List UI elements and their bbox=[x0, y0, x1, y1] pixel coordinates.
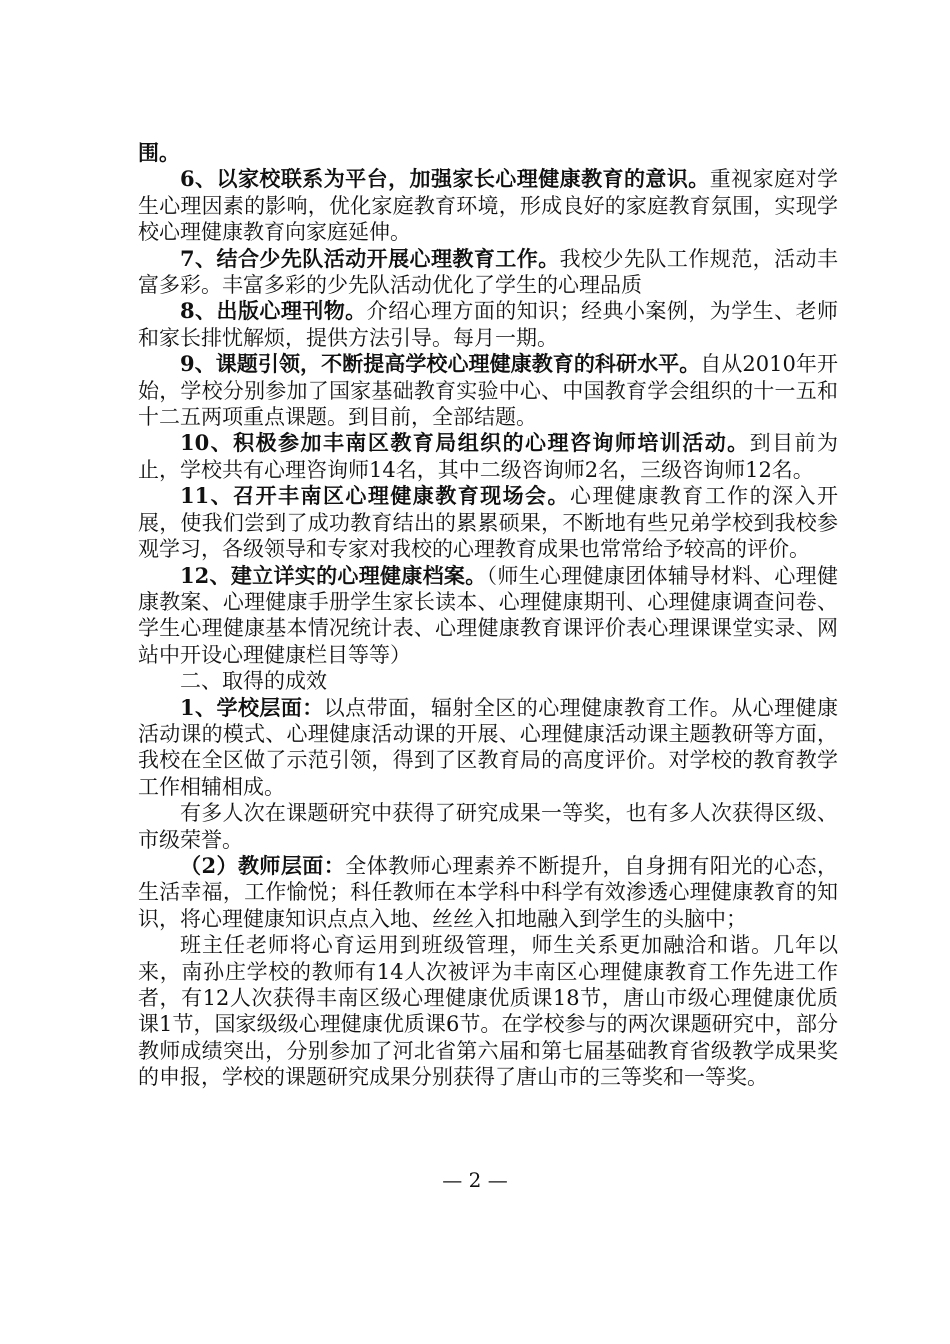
paragraph-text: （师生心理健康团体辅导材料、心理健康教案、心理健康手册学生家长读本、心理健康期刊、心理健康调查问卷、学生心理健康基本情况统计表、心理健康教育课评价表心理课课堂实录、网站中开设心理健康栏目等等） bbox=[138, 563, 838, 667]
paragraph-text: 重视家庭对学生心理因素的影响，优化家庭教育环境，形成良好的家庭教育氛围，实现学校心理健康教育向家庭延伸。 bbox=[138, 167, 838, 245]
paragraph-2 bbox=[138, 246, 838, 299]
paragraph-text: 自从2010年开始，学校分别参加了国家基础教育实验中心、中国教育学会组织的十一五和十二五两项重点课题。到目前，全部结题。 bbox=[138, 352, 838, 430]
paragraph-text: 以点带面，辐射全区的心理健康教育工作。从心理健康活动课的模式、心理健康活动课的开展、心理健康活动课主题教研等方面，我校在全区做了示范引领，得到了区教育局的高度评价。对学校的教育教学工作相辅相成。 bbox=[138, 695, 838, 799]
paragraph-heading: 1、学校层面： bbox=[180, 694, 324, 720]
paragraph-heading: 6、以家校联系为平台，加强家长心理健康教育的意识。 bbox=[180, 166, 710, 192]
page-number: — 2 — bbox=[442, 1168, 508, 1192]
paragraph-heading: 12、建立详实的心理健康档案。 bbox=[180, 562, 487, 588]
paragraph-text: 全体教师心理素养不断提升，自身拥有阳光的心态，生活幸福，工作愉悦；科任教师在本学科中科学有效渗透心理健康教育的知识，将心理健康知识点点入地、丝丝入扣地融入到学生的头脑中； bbox=[138, 853, 838, 931]
paragraph-12 bbox=[138, 932, 838, 1090]
paragraph-1 bbox=[138, 166, 838, 245]
paragraph-10 bbox=[138, 800, 838, 853]
paragraph-text: 班主任老师将心育运用到班级管理，师生关系更加融洽和谐。几年以来，南孙庄学校的教师有14人次被评为丰南区心理健康教育工作先进工作者，有12人次获得丰南区级心理健康优质课18节，唐山市级心理健康优质课1节，国家级级心理健康优质课6节。在学校参与的两次课题研究中，部分教师成绩突出，分别参加了河北省第六届和第七届基础教育省级教学成果奖的申报，学校的课题研究成果分别获得了唐山市的三等奖和一等奖。 bbox=[138, 933, 838, 1090]
section-heading bbox=[138, 668, 838, 694]
paragraph-text: 我校少先队工作规范，活动丰富多彩。丰富多彩的少先队活动优化了学生的心理品质 bbox=[138, 246, 838, 298]
paragraph-5 bbox=[138, 430, 838, 483]
paragraph-heading: 10、积极参加丰南区教育局组织的心理咨询师培训活动。 bbox=[180, 430, 750, 456]
paragraph-text: 介绍心理方面的知识；经典小案例，为学生、老师和家长排忧解烦，提供方法引导。每月一期。 bbox=[138, 299, 838, 350]
paragraph-11 bbox=[138, 853, 838, 932]
paragraph-6 bbox=[138, 483, 838, 562]
paragraph-4 bbox=[138, 351, 838, 430]
paragraph-3 bbox=[138, 298, 838, 351]
section-title: 二、取得的成效 bbox=[180, 669, 327, 694]
paragraph-heading: 8、出版心理刊物。 bbox=[180, 298, 367, 324]
paragraph-0 bbox=[138, 140, 838, 166]
paragraph-heading: 围。 bbox=[138, 140, 180, 165]
paragraph-text: 有多人次在课题研究中获得了研究成果一等奖，也有多人次获得区级、市级荣誉。 bbox=[138, 801, 838, 852]
document-body bbox=[138, 140, 838, 1091]
paragraph-heading: 11、召开丰南区心理健康教育现场会。 bbox=[180, 483, 570, 509]
paragraph-heading: （2）教师层面： bbox=[180, 852, 346, 878]
paragraph-heading: 7、结合少先队活动开展心理教育工作。 bbox=[180, 245, 560, 271]
paragraph-heading: 9、课题引领，不断提高学校心理健康教育的科研水平。 bbox=[180, 351, 701, 377]
paragraph-9 bbox=[138, 695, 838, 801]
paragraph-7 bbox=[138, 563, 838, 669]
paragraph-text: 到目前为止，学校共有心理咨询师14名，其中二级咨询师2名，三级咨询师12名。 bbox=[138, 431, 838, 482]
paragraph-text: 心理健康教育工作的深入开展，使我们尝到了成功教育结出的累累硕果，不断地有些兄弟学校到我校参观学习，各级领导和专家对我校的心理教育成果也常常给予较高的评价。 bbox=[138, 484, 838, 562]
